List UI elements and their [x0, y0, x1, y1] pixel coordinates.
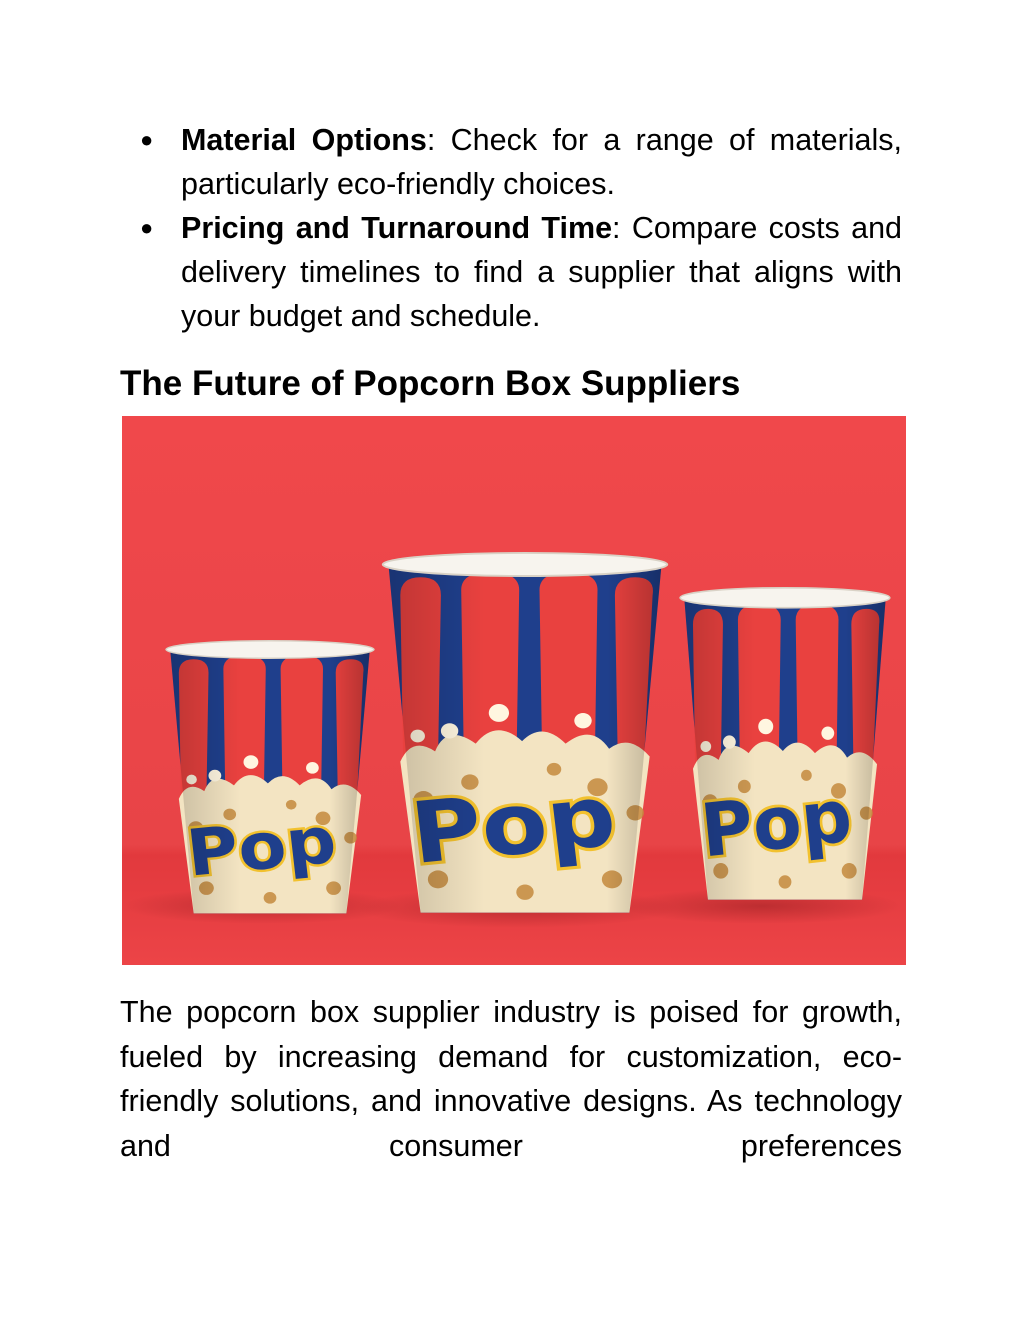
section-heading: The Future of Popcorn Box Suppliers — [120, 364, 741, 403]
bullet-separator: : — [426, 123, 436, 157]
large-popcorn-cup — [383, 553, 667, 913]
bullet-dot-icon: ● — [140, 127, 154, 152]
bullet-term: Material Options — [181, 123, 427, 157]
bullet-text: Check for a range of materials, particularly eco-friendly choices. — [181, 123, 903, 201]
small-popcorn-cup — [166, 641, 374, 914]
bullet-dot-icon: ● — [140, 215, 154, 240]
body-paragraph: The popcorn box supplier industry is poised for growth, fueled by increasing demand for customization, eco-friendly solutions, and innovative designs. As technology and consumer preferences — [120, 995, 902, 1163]
bullet-list — [140, 118, 902, 338]
bullet-separator: : — [612, 211, 621, 245]
medium-popcorn-cup — [680, 588, 890, 900]
bullet-term: Pricing and Turnaround Time — [181, 211, 613, 245]
bullet-item-material-options — [140, 118, 902, 206]
bullet-item-pricing-turnaround — [140, 206, 902, 338]
popcorn-cups-photo — [122, 416, 906, 965]
bullet-text: Compare costs and delivery timelines to find a supplier that aligns with your budget and schedule. — [181, 211, 902, 333]
